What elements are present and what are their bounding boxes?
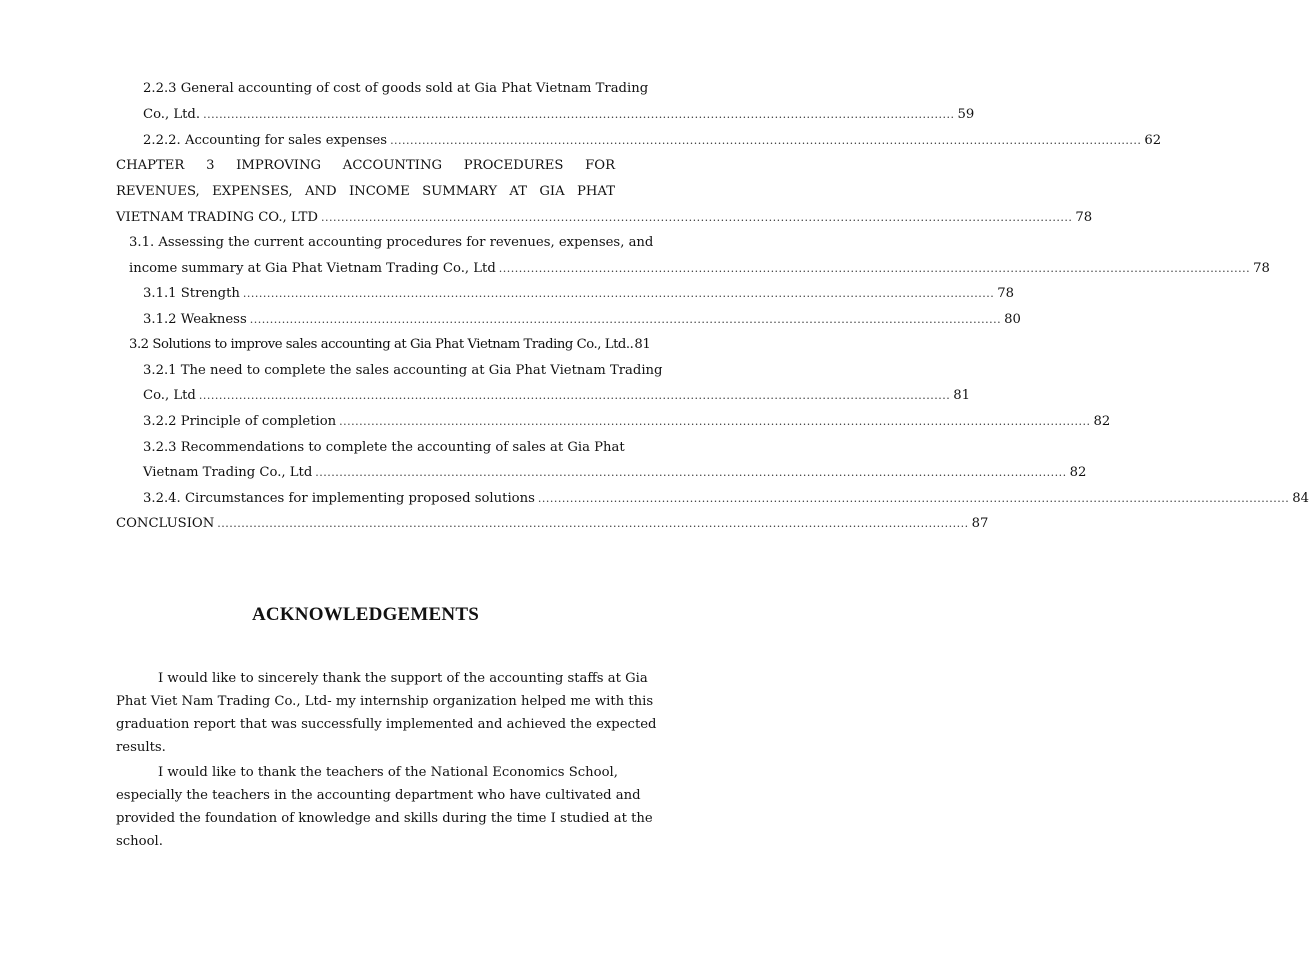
toc-entry-3-1-2[interactable] <box>143 309 1021 331</box>
dot-leader: ............................................................................................................................................................................................ <box>198 389 951 402</box>
toc-entry-3-1-1[interactable] <box>143 283 1015 305</box>
toc-entry-title: 3.1.1 Strength <box>143 286 240 301</box>
paragraph-line: results. <box>116 740 166 755</box>
toc-entry-2-2-3[interactable] <box>143 104 975 126</box>
toc-page-number: 82 <box>1093 414 1111 429</box>
paragraph-line: provided the foundation of knowledge and skills during the time I studied at the <box>116 811 653 826</box>
toc-entry-title: 3.2 Solutions to improve sales accounting at Gia Phat Vietnam Trading Co., Ltd.. <box>129 337 634 352</box>
toc-chapter-3-line1: CHAPTER 3 IMPROVING ACCOUNTING PROCEDURES FOR <box>116 158 615 173</box>
toc-entry-title: Co., Ltd <box>143 388 196 403</box>
toc-page-number: 87 <box>971 516 989 531</box>
toc-page-number: 78 <box>1075 210 1093 225</box>
dot-leader: ............................................................................................................................................................................................ <box>537 492 1290 505</box>
paragraph-line: Phat Viet Nam Trading Co., Ltd- my internship organization helped me with this <box>116 694 654 709</box>
dot-leader: ............................................................................................................................................................................................ <box>339 415 1091 428</box>
toc-entry-title: VIETNAM TRADING CO., LTD <box>116 210 318 225</box>
toc-entry-title: Vietnam Trading Co., Ltd <box>143 465 313 480</box>
toc-entry-2-2-3-line1: 2.2.3 General accounting of cost of goods sold at Gia Phat Vietnam Trading <box>143 81 649 96</box>
acknowledgements-body <box>116 667 657 853</box>
toc-entry-3-2-4[interactable] <box>143 488 1309 510</box>
toc-entry-3-2-3-line1: 3.2.3 Recommendations to complete the accounting of sales at Gia Phat <box>143 440 625 455</box>
toc-entry-title: 2.2.2. Accounting for sales expenses <box>143 133 388 148</box>
dot-leader: ............................................................................................................................................................................................ <box>242 287 995 300</box>
toc-page-number: 59 <box>957 107 975 122</box>
dot-leader: ............................................................................................................................................................................................ <box>249 313 1002 326</box>
toc-entry-3-2-1[interactable] <box>143 385 971 407</box>
toc-page-number: 81 <box>634 337 651 352</box>
acknowledgements-heading: ACKNOWLEDGEMENTS <box>251 604 479 625</box>
dot-leader: ............................................................................................................................................................................................ <box>320 211 1073 224</box>
toc-page-number: 80 <box>1004 312 1021 327</box>
toc-entry-title: CONCLUSION <box>116 516 215 531</box>
toc-page-number: 62 <box>1144 133 1162 148</box>
toc-entry-3-2[interactable] <box>129 334 651 356</box>
toc-entry-3-1-line1: 3.1. Assessing the current accounting procedures for revenues, expenses, and <box>129 235 654 250</box>
dot-leader: ............................................................................................................................................................................................ <box>390 134 1142 147</box>
paragraph-line: I would like to sincerely thank the support of the accounting staffs at Gia <box>158 671 648 686</box>
toc-entry-conclusion[interactable] <box>116 513 989 535</box>
toc-entry-title: 3.1.2 Weakness <box>143 312 247 327</box>
toc-entry-title: Co., Ltd. <box>143 107 201 122</box>
paragraph <box>116 761 653 853</box>
dot-leader: ............................................................................................................................................................................................ <box>217 517 969 530</box>
dot-leader: ............................................................................................................................................................................................ <box>498 262 1251 275</box>
toc-entry-3-2-3[interactable] <box>143 462 1087 484</box>
paragraph-line: school. <box>116 834 163 849</box>
toc-page-number: 82 <box>1069 465 1087 480</box>
paragraph <box>116 667 657 759</box>
toc-entry-title: income summary at Gia Phat Vietnam Trading Co., Ltd <box>129 261 496 276</box>
paragraph-line: especially the teachers in the accounting department who have cultivated and <box>116 788 641 803</box>
paragraph-line: I would like to thank the teachers of the National Economics School, <box>158 765 618 780</box>
toc-page-number: 84 <box>1292 491 1309 506</box>
toc-page-number: 78 <box>1253 261 1270 276</box>
toc-page-number: 81 <box>953 388 971 403</box>
toc-entry-title: 3.2.4. Circumstances for implementing proposed solutions <box>143 491 535 506</box>
paragraph-line: graduation report that was successfully implemented and achieved the expected <box>116 717 657 732</box>
toc-page-number: 78 <box>997 286 1015 301</box>
toc-chapter-3-line2: REVENUES, EXPENSES, AND INCOME SUMMARY AT GIA PHAT <box>116 184 615 199</box>
toc-entry-3-2-1-line1: 3.2.1 The need to complete the sales accounting at Gia Phat Vietnam Trading <box>143 363 663 378</box>
toc-entry-3-1[interactable] <box>129 258 1270 280</box>
dot-leader: ............................................................................................................................................................................................ <box>315 466 1067 479</box>
toc-chapter-3[interactable] <box>116 207 1093 229</box>
toc-entry-title: 3.2.2 Principle of completion <box>143 414 337 429</box>
dot-leader: ............................................................................................................................................................................................ <box>203 108 955 121</box>
toc-entry-2-2-2[interactable] <box>143 130 1162 152</box>
toc-entry-3-2-2[interactable] <box>143 411 1111 433</box>
